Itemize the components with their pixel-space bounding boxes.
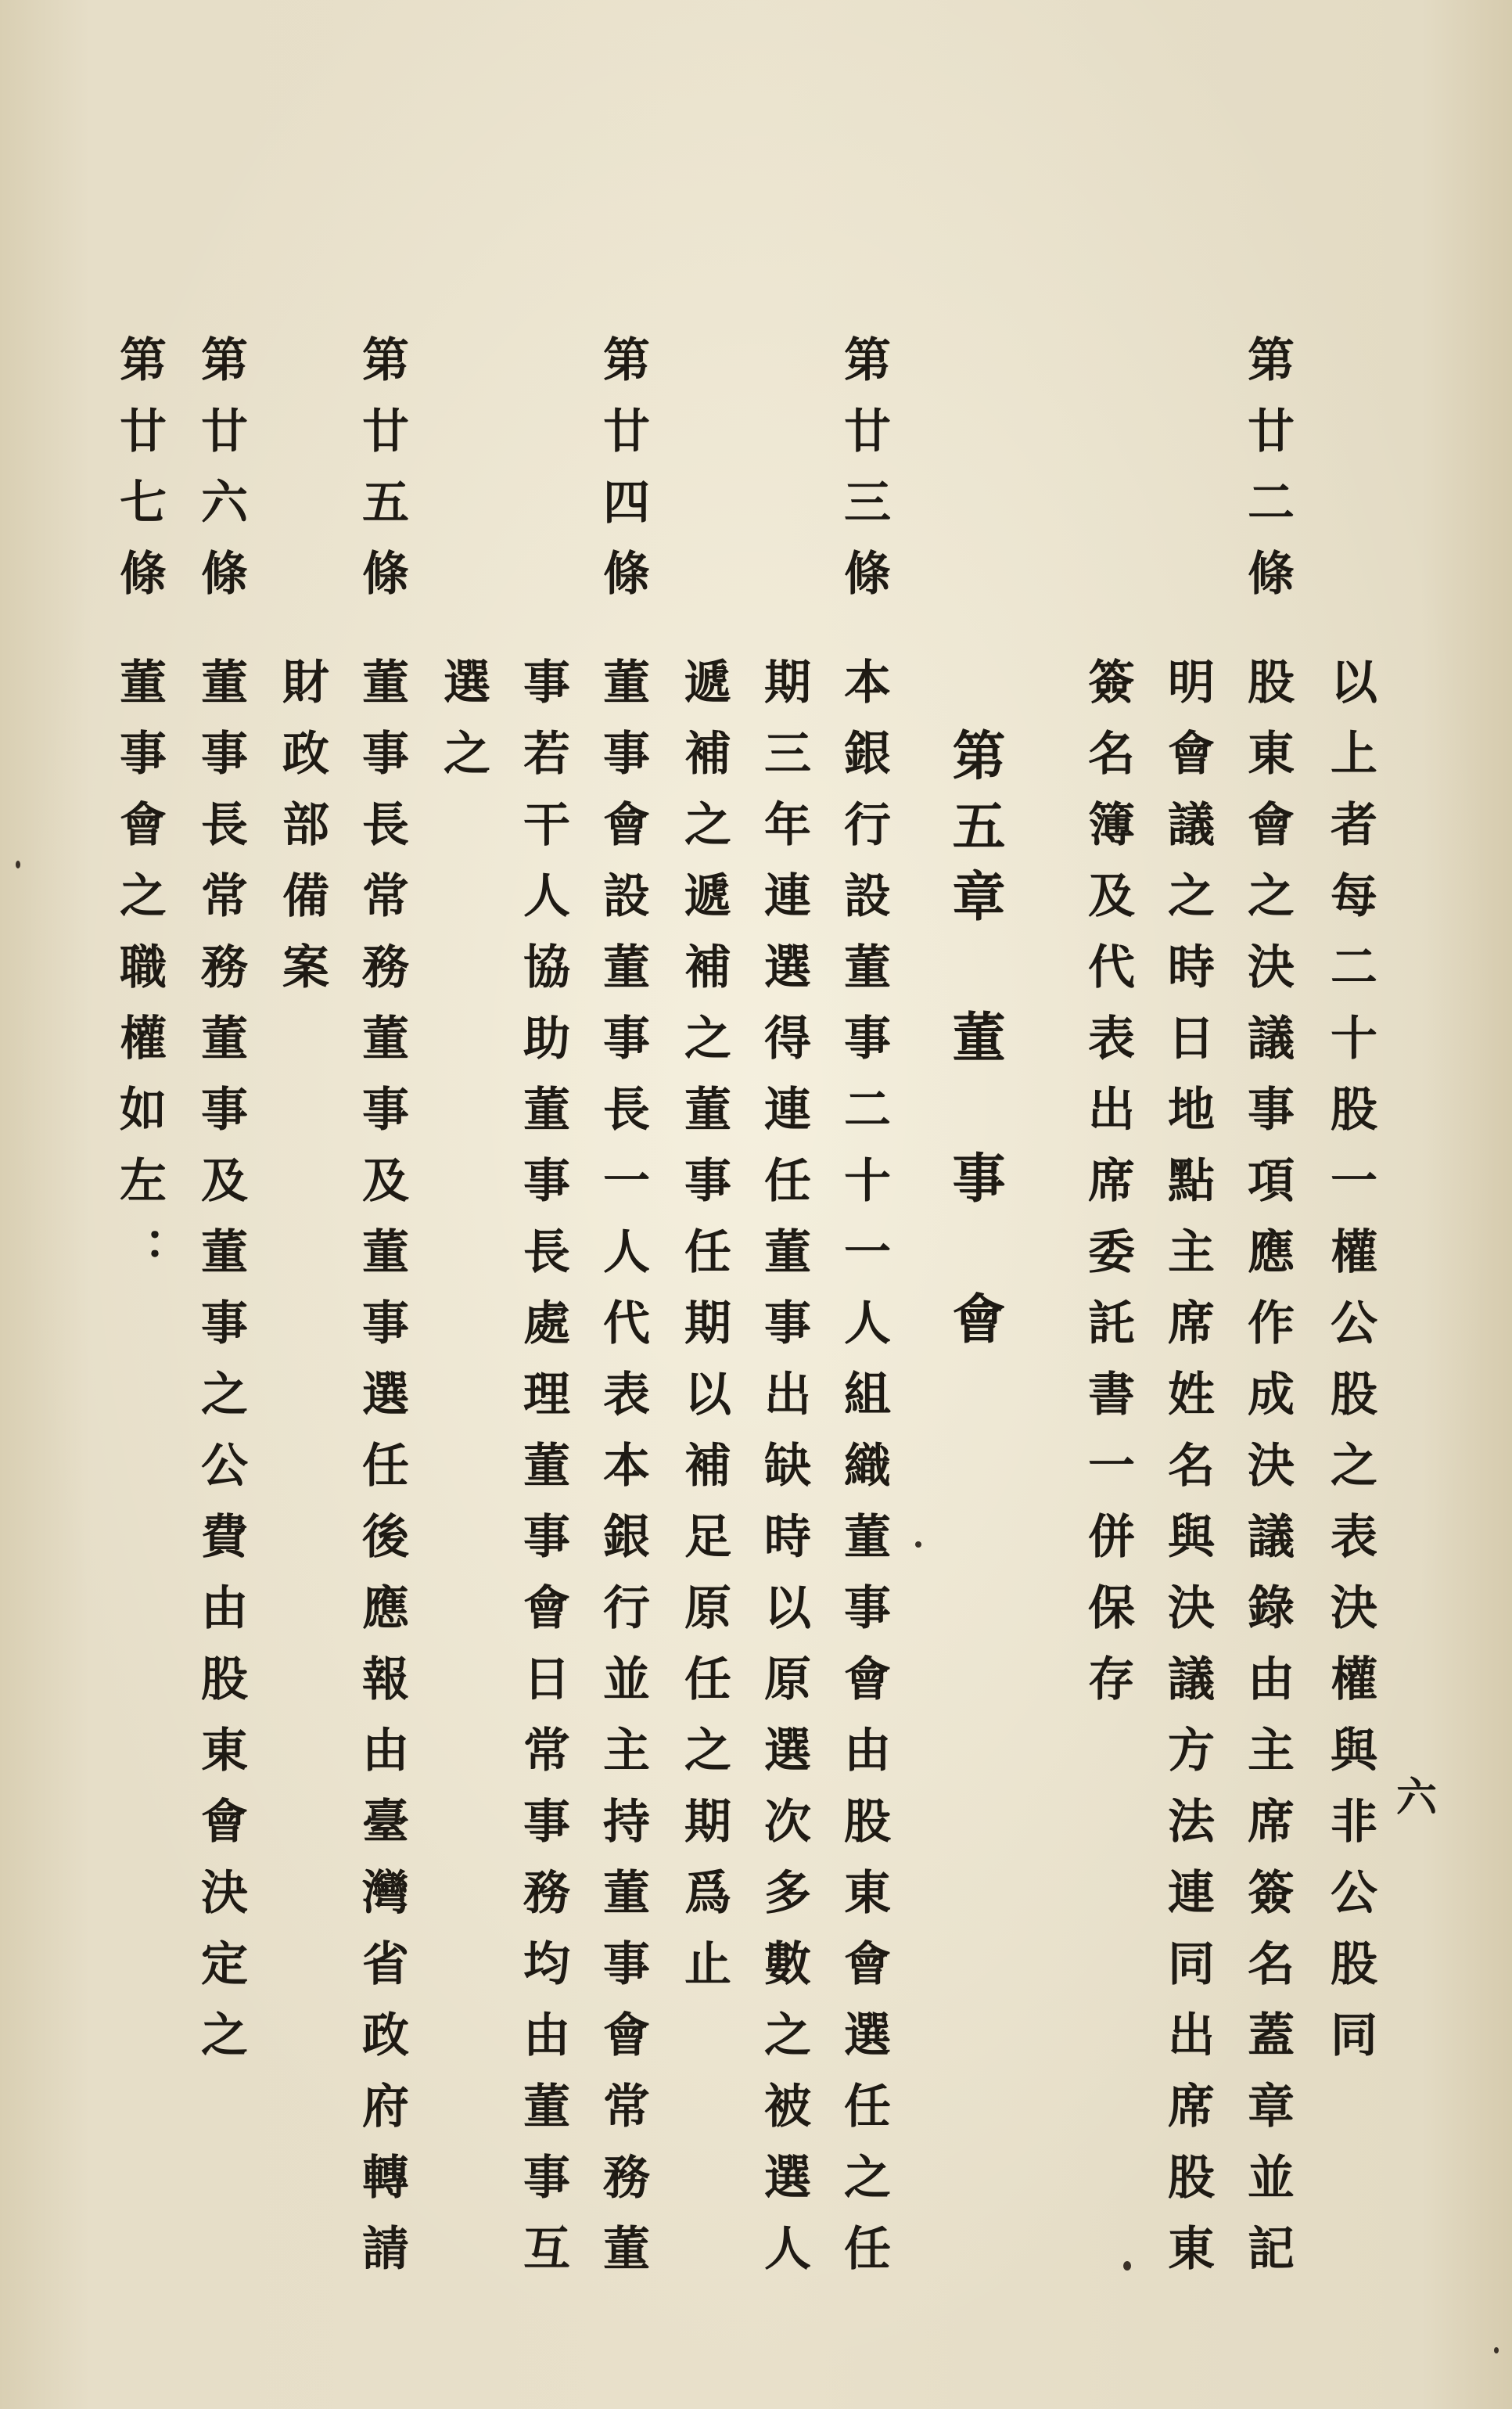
article-22-line-1: 股東會之決議事項應作成決議錄由主席簽名蓋章並記 — [1240, 657, 1295, 2295]
article-24-line-1: 董事會設董事長一人代表本銀行並主持董事會常務董 — [595, 657, 650, 2295]
article-label-25: 第廿五條 — [354, 335, 409, 620]
article-24-line-2: 事若干人協助董事長處理董事會日常事務均由董事互 — [515, 657, 570, 2295]
chapter-heading: 第五章 董 事 會 — [943, 728, 1006, 1361]
article-25-line-1: 董事長常務董事及董事選任後應報由臺灣省政府轉請 — [354, 657, 409, 2295]
paper-speck — [1123, 2261, 1131, 2271]
article-label-22: 第廿二條 — [1240, 335, 1295, 620]
article-label-23: 第廿三條 — [836, 335, 891, 620]
article-label-27: 第廿七條 — [112, 335, 167, 620]
paper-speck — [16, 861, 20, 868]
article-27-line-1: 董事會之職權如左： — [112, 657, 167, 1298]
article-23-line-2: 期三年連選得連任董事出缺時以原選次多數之被選人 — [756, 657, 811, 2295]
article-23-line-3: 遞補之遞補之董事任期以補足原任之期爲止 — [677, 657, 731, 2010]
continuation-line: 以上者每二十股一權公股之表決權與非公股同 — [1323, 657, 1377, 2081]
article-26-line-1: 董事長常務董事及董事之公費由股東會決定之 — [193, 657, 248, 2081]
article-22-line-2: 明會議之時日地點主席姓名與決議方法連同出席股東 — [1160, 657, 1215, 2295]
paper-speck — [915, 1541, 921, 1548]
article-25-line-2: 財政部備案 — [275, 657, 329, 1013]
article-24-line-3: 選之 — [436, 657, 490, 800]
article-label-24: 第廿四條 — [595, 335, 650, 620]
article-label-26: 第廿六條 — [193, 335, 248, 620]
article-22-line-3: 簽名簿及代表出席委託書一併保存 — [1080, 657, 1135, 1725]
paper-speck — [1494, 2347, 1499, 2353]
page-number: 六 — [1396, 1774, 1438, 1821]
article-23-line-1: 本銀行設董事二十一人組織董事會由股東會選任之任 — [836, 657, 891, 2295]
